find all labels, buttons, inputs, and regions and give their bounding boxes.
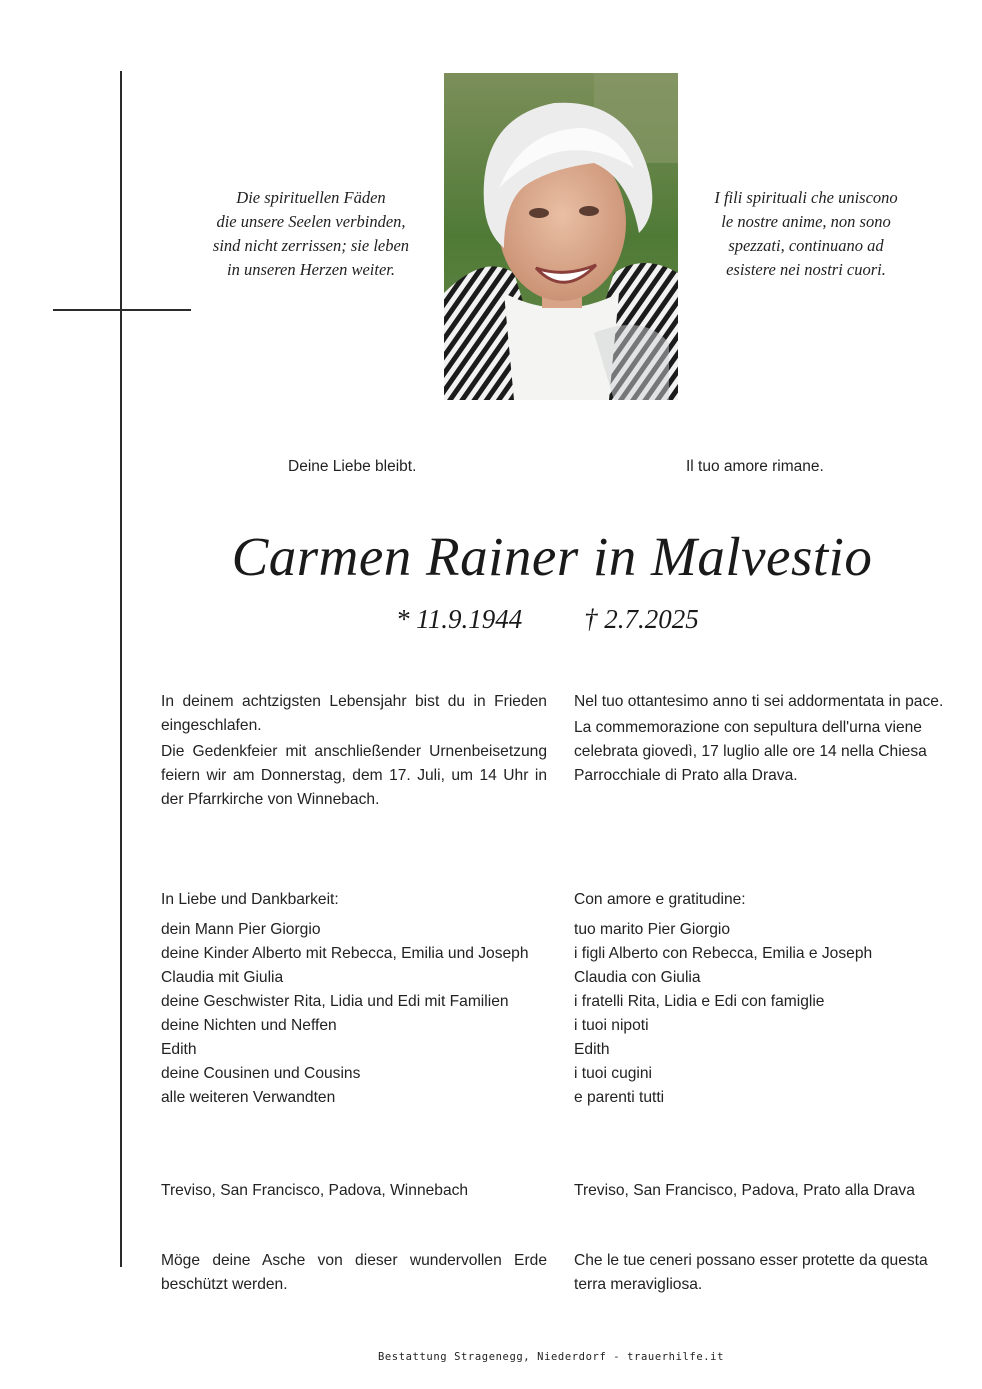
cross-horizontal-line: [53, 309, 191, 311]
cross-vertical-line: [120, 71, 122, 1267]
footer-funeral-home: Bestattung Stragenegg, Niederdorf - trauerhilfe.it: [377, 1351, 725, 1363]
quote-italian-line: esistere nei nostri cuori.: [726, 260, 886, 279]
quote-italian-line: le nostre anime, non sono: [721, 212, 891, 231]
mourner-line: Claudia con Giulia: [574, 969, 701, 986]
birth-date: * 11.9.1944: [396, 604, 523, 634]
mourners-italian: [574, 888, 950, 1110]
announcement-german: [161, 690, 547, 812]
mourner-line: deine Nichten und Neffen: [161, 1017, 337, 1034]
motto-german: Deine Liebe bleibt.: [288, 458, 417, 475]
mourner-line: Edith: [161, 1041, 197, 1058]
announcement-german-para1: In deinem achtzigsten Lebensjahr bist du in Frieden eingeschlafen.: [161, 693, 547, 734]
mourners-german-heading: In Liebe und Dankbarkeit:: [161, 891, 339, 908]
quote-german-line: sind nicht zerrissen; sie leben: [212, 236, 410, 255]
mourner-line: i fratelli Rita, Lidia e Edi con famiglie: [574, 993, 825, 1010]
mourners-italian-heading: Con amore e gratitudine:: [574, 891, 746, 908]
closing-italian: Che le tue ceneri possano esser protette da questa terra meravigliosa.: [574, 1252, 928, 1293]
mourner-line: Edith: [574, 1041, 610, 1058]
places-german: Treviso, San Francisco, Padova, Winnebach: [161, 1182, 469, 1199]
announcement-italian: [574, 690, 950, 788]
announcement-italian-para2: La commemorazione con sepultura dell'urna viene celebrata giovedì, 17 luglio alle ore 14 nella Chiesa Parrocchiale di Prato alla Drava.: [574, 719, 927, 784]
deceased-name: Carmen Rainer in Malvestio: [231, 526, 873, 587]
mourner-line: deine Geschwister Rita, Lidia und Edi mit Familien: [161, 993, 509, 1010]
closing-german: Möge deine Asche von dieser wundervollen Erde beschützt werden.: [161, 1252, 547, 1293]
mourner-line: deine Kinder Alberto mit Rebecca, Emilia und Joseph: [161, 945, 529, 962]
mourner-line: Claudia mit Giulia: [161, 969, 284, 986]
mourner-line: alle weiteren Verwandten: [161, 1089, 336, 1106]
death-date: † 2.7.2025: [584, 604, 699, 634]
quote-german-line: in unseren Herzen weiter.: [226, 260, 396, 279]
motto-italian: Il tuo amore rimane.: [686, 458, 824, 475]
mourner-line: i tuoi nipoti: [574, 1017, 649, 1034]
announcement-italian-para1: Nel tuo ottantesimo anno ti sei addormentata in pace.: [574, 693, 944, 710]
portrait-photo: [444, 73, 678, 400]
mourner-line: deine Cousinen und Cousins: [161, 1065, 361, 1082]
quote-italian: [676, 186, 936, 282]
mourner-line: e parenti tutti: [574, 1089, 665, 1106]
mourner-line: dein Mann Pier Giorgio: [161, 921, 321, 938]
quote-italian-line: spezzati, continuano ad: [728, 236, 884, 255]
mourners-german: [161, 888, 547, 1110]
quote-german: [181, 186, 441, 282]
mourner-line: i figli Alberto con Rebecca, Emilia e Joseph: [574, 945, 873, 962]
quote-german-line: Die spirituellen Fäden: [236, 188, 386, 207]
mourner-line: i tuoi cugini: [574, 1065, 653, 1082]
mourner-line: tuo marito Pier Giorgio: [574, 921, 730, 938]
quote-italian-line: I fili spirituali che uniscono: [714, 188, 898, 207]
announcement-german-para2: Die Gedenkfeier mit anschließender Urnenbeisetzung feiern wir am Donnerstag, dem 17. Juli, um 14 Uhr in der Pfarrkirche von Winnebach.: [161, 743, 547, 808]
quote-german-line: die unsere Seelen verbinden,: [216, 212, 406, 231]
places-italian: Treviso, San Francisco, Padova, Prato alla Drava: [574, 1182, 915, 1199]
